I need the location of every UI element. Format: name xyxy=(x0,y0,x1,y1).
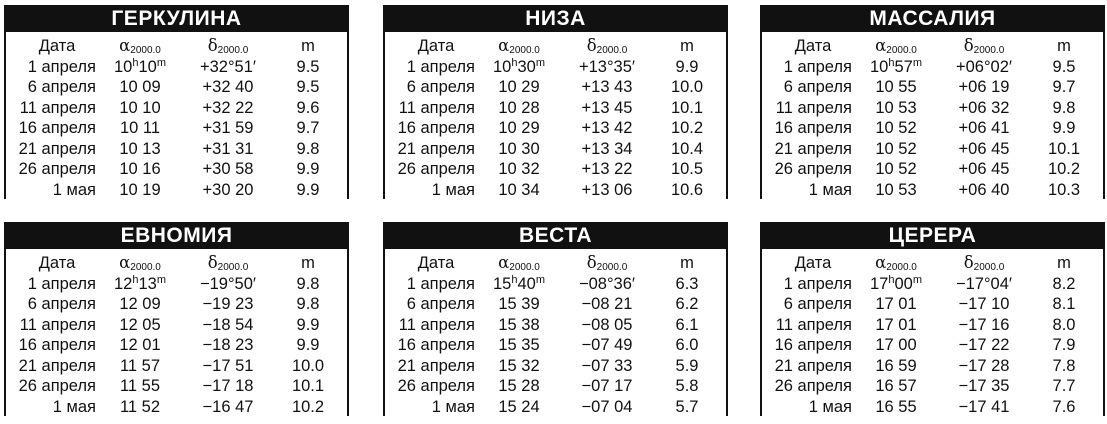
header-magnitude: m xyxy=(1057,37,1071,55)
table-row xyxy=(6,294,347,315)
header-date: Дата xyxy=(794,254,832,272)
declination-cell: −17 35 xyxy=(958,377,1010,395)
right-ascension-cell: 10 32 xyxy=(498,160,540,178)
date-cell: 11 апреля xyxy=(398,315,475,334)
date-cell: 26 апреля xyxy=(774,377,852,395)
date-cell: 1 мая xyxy=(808,397,852,416)
epoch-label: 2000.0 xyxy=(973,262,1005,273)
date-cell: 1 апреля xyxy=(406,57,475,76)
right-ascension-cell: 10 13 xyxy=(119,139,161,158)
epoch-label: 2000.0 xyxy=(509,262,540,273)
delta-symbol: δ xyxy=(963,36,974,55)
epoch-label: 2000.0 xyxy=(886,45,917,56)
declination-cell: −19 23 xyxy=(202,295,254,313)
header-declination xyxy=(557,253,657,273)
declination-cell: +13 22 xyxy=(581,160,633,178)
header-date: Дата xyxy=(417,254,455,272)
date-cell: 11 апреля xyxy=(19,315,96,334)
magnitude-cell: 10.2 xyxy=(670,119,704,137)
ephemeris-table xyxy=(760,249,1105,416)
right-ascension-cell: 16 55 xyxy=(875,397,917,416)
right-ascension-cell: 15$^h$40$^m$ xyxy=(492,273,545,293)
magnitude-cell: 6.2 xyxy=(675,295,699,313)
declination-cell: +13 42 xyxy=(581,119,633,137)
magnitude-cell: 9.5 xyxy=(1052,57,1076,76)
date-cell: 1 мая xyxy=(431,397,475,416)
magnitude-cell: 10.0 xyxy=(291,356,325,375)
date-cell: 16 апреля xyxy=(18,119,96,137)
ephemeris-table xyxy=(383,249,728,416)
date-cell: 1 апреля xyxy=(27,274,96,293)
table-row xyxy=(6,273,347,294)
panel-title: ЕВНОМИЯ xyxy=(4,222,349,249)
header-declination xyxy=(934,36,1034,56)
declination-cell: +13°35′ xyxy=(578,57,636,76)
table-row xyxy=(6,396,347,417)
declination-cell: +30 20 xyxy=(202,180,254,199)
magnitude-cell: 5.9 xyxy=(675,356,699,375)
table-row xyxy=(385,376,726,397)
table-row xyxy=(762,335,1103,356)
declination-cell: +06 19 xyxy=(958,78,1010,96)
right-ascension-cell: 15 39 xyxy=(498,295,540,313)
magnitude-cell: 9.7 xyxy=(296,119,320,137)
magnitude-cell: 6.0 xyxy=(675,336,699,354)
table-row xyxy=(762,294,1103,315)
right-ascension-cell: 17$^h$00$^m$ xyxy=(869,273,922,293)
header-declination xyxy=(934,253,1034,273)
declination-cell: −08 05 xyxy=(581,315,633,334)
alpha-symbol: α xyxy=(119,253,131,272)
epoch-label: 2000.0 xyxy=(886,262,917,273)
asteroid-panel xyxy=(383,222,728,422)
date-cell: 26 апреля xyxy=(774,160,852,178)
right-ascension-cell: 10 34 xyxy=(498,180,540,199)
panel-title: МАССАЛИЯ xyxy=(760,5,1105,32)
right-ascension-cell: 10 10 xyxy=(119,98,161,117)
date-cell: 1 мая xyxy=(431,180,475,199)
date-cell: 11 апреля xyxy=(775,315,852,334)
date-cell: 6 апреля xyxy=(783,78,852,96)
magnitude-cell: 7.7 xyxy=(1052,377,1076,395)
right-ascension-cell: 12 09 xyxy=(119,295,161,313)
header-magnitude: m xyxy=(301,254,315,272)
date-cell: 16 апреля xyxy=(18,336,96,354)
header-date: Дата xyxy=(417,37,455,55)
table-row xyxy=(762,56,1103,77)
asteroid-panel xyxy=(760,5,1105,205)
right-ascension-cell: 11 57 xyxy=(119,356,161,375)
table-header-row xyxy=(762,250,1103,273)
date-cell: 16 апреля xyxy=(774,119,852,137)
ephemeris-table xyxy=(4,249,349,416)
declination-cell: −07 04 xyxy=(581,397,633,416)
header-right-ascension xyxy=(858,253,934,273)
panel-title: НИЗА xyxy=(383,5,728,32)
ephemeris-table xyxy=(760,32,1105,199)
table-row xyxy=(385,159,726,180)
table-row xyxy=(385,138,726,159)
magnitude-cell: 9.9 xyxy=(296,160,320,178)
table-row xyxy=(762,355,1103,376)
delta-symbol: δ xyxy=(963,253,974,272)
table-row xyxy=(762,179,1103,200)
date-cell: 26 апреля xyxy=(18,377,96,395)
alpha-symbol: α xyxy=(875,36,887,55)
magnitude-cell: 6.1 xyxy=(675,315,699,334)
alpha-symbol: α xyxy=(498,36,510,55)
asteroid-panel xyxy=(760,222,1105,422)
date-cell: 1 апреля xyxy=(783,57,852,76)
date-cell: 1 апреля xyxy=(27,57,96,76)
declination-cell: −07 49 xyxy=(581,336,633,354)
magnitude-cell: 9.7 xyxy=(1052,78,1076,96)
epoch-label: 2000.0 xyxy=(130,262,161,273)
right-ascension-cell: 15 32 xyxy=(498,356,540,375)
epoch-label: 2000.0 xyxy=(130,45,161,56)
table-row xyxy=(385,294,726,315)
table-row xyxy=(6,56,347,77)
panel-title: ВЕСТА xyxy=(383,222,728,249)
date-cell: 6 апреля xyxy=(27,295,96,313)
table-header-row xyxy=(385,250,726,273)
declination-cell: −17 18 xyxy=(202,377,254,395)
asteroid-panel xyxy=(4,222,349,422)
magnitude-cell: 7.6 xyxy=(1052,397,1076,416)
declination-cell: +13 43 xyxy=(581,78,633,96)
table-row xyxy=(385,355,726,376)
table-header-row xyxy=(6,250,347,273)
magnitude-cell: 10.4 xyxy=(670,139,704,158)
magnitude-cell: 9.9 xyxy=(675,57,699,76)
date-cell: 1 апреля xyxy=(783,274,852,293)
right-ascension-cell: 16 59 xyxy=(875,356,917,375)
right-ascension-cell: 10 52 xyxy=(875,160,917,178)
declination-cell: +32 40 xyxy=(202,78,254,96)
table-row xyxy=(385,118,726,139)
magnitude-cell: 9.8 xyxy=(1052,98,1076,117)
declination-cell: −08 21 xyxy=(581,295,633,313)
right-ascension-cell: 10$^h$57$^m$ xyxy=(869,56,922,76)
table-header-row xyxy=(385,33,726,56)
right-ascension-cell: 10$^h$30$^m$ xyxy=(492,56,545,76)
magnitude-cell: 10.0 xyxy=(670,78,704,96)
table-row xyxy=(6,179,347,200)
header-right-ascension xyxy=(102,253,178,273)
table-header-row xyxy=(6,33,347,56)
magnitude-cell: 9.5 xyxy=(296,78,320,96)
date-cell: 11 апреля xyxy=(19,98,96,117)
table-row xyxy=(385,97,726,118)
header-magnitude: m xyxy=(680,37,694,55)
ephemeris-table xyxy=(383,32,728,199)
table-row xyxy=(762,273,1103,294)
right-ascension-cell: 10 53 xyxy=(875,180,917,199)
right-ascension-cell: 10 09 xyxy=(119,78,161,96)
date-cell: 21 апреля xyxy=(774,139,852,158)
date-cell: 16 апреля xyxy=(774,336,852,354)
declination-cell: −17 22 xyxy=(958,336,1010,354)
date-cell: 26 апреля xyxy=(18,160,96,178)
declination-cell: +06 40 xyxy=(958,180,1010,199)
declination-cell: −08°36′ xyxy=(578,274,636,293)
right-ascension-cell: 10$^h$10$^m$ xyxy=(113,56,166,76)
delta-symbol: δ xyxy=(207,253,218,272)
right-ascension-cell: 15 38 xyxy=(498,315,540,334)
table-row xyxy=(385,77,726,98)
declination-cell: +30 58 xyxy=(202,160,254,178)
date-cell: 21 апреля xyxy=(18,356,96,375)
declination-cell: −18 54 xyxy=(202,315,254,334)
magnitude-cell: 9.6 xyxy=(296,98,320,117)
right-ascension-cell: 15 24 xyxy=(498,397,540,416)
right-ascension-cell: 17 01 xyxy=(875,315,917,334)
header-right-ascension xyxy=(102,36,178,56)
table-row xyxy=(385,396,726,417)
magnitude-cell: 10.5 xyxy=(670,160,704,178)
table-row xyxy=(6,138,347,159)
declination-cell: +06 45 xyxy=(958,160,1010,178)
declination-cell: −07 33 xyxy=(581,356,633,375)
date-cell: 26 апреля xyxy=(397,377,475,395)
declination-cell: +06°02′ xyxy=(955,57,1013,76)
date-cell: 21 апреля xyxy=(774,356,852,375)
magnitude-cell: 5.7 xyxy=(675,397,699,416)
declination-cell: −17°04′ xyxy=(955,274,1013,293)
table-row xyxy=(6,97,347,118)
header-declination xyxy=(178,253,278,273)
table-row xyxy=(6,159,347,180)
epoch-label: 2000.0 xyxy=(217,262,249,273)
date-cell: 1 апреля xyxy=(406,274,475,293)
date-cell: 21 апреля xyxy=(397,356,475,375)
epoch-label: 2000.0 xyxy=(217,45,249,56)
ephemeris-table xyxy=(4,32,349,199)
magnitude-cell: 8.1 xyxy=(1052,295,1076,313)
right-ascension-cell: 12 05 xyxy=(119,315,161,334)
right-ascension-cell: 10 52 xyxy=(875,119,917,137)
right-ascension-cell: 16 57 xyxy=(875,377,917,395)
epoch-label: 2000.0 xyxy=(596,262,628,273)
declination-cell: +32 22 xyxy=(202,98,254,117)
table-row xyxy=(762,314,1103,335)
header-right-ascension xyxy=(481,36,557,56)
magnitude-cell: 10.1 xyxy=(670,98,704,117)
table-row xyxy=(6,335,347,356)
declination-cell: −17 41 xyxy=(958,397,1010,416)
magnitude-cell: 7.9 xyxy=(1052,336,1076,354)
magnitude-cell: 10.2 xyxy=(1047,160,1081,178)
panel-title: ЦЕРЕРА xyxy=(760,222,1105,249)
right-ascension-cell: 10 53 xyxy=(875,98,917,117)
table-row xyxy=(385,335,726,356)
declination-cell: −18 23 xyxy=(202,336,254,354)
date-cell: 21 апреля xyxy=(397,139,475,158)
table-row xyxy=(6,77,347,98)
right-ascension-cell: 10 11 xyxy=(119,119,161,137)
magnitude-cell: 9.8 xyxy=(296,295,320,313)
date-cell: 21 апреля xyxy=(18,139,96,158)
date-cell: 16 апреля xyxy=(397,336,475,354)
magnitude-cell: 8.0 xyxy=(1052,315,1076,334)
magnitude-cell: 10.1 xyxy=(1047,139,1081,158)
table-row xyxy=(762,97,1103,118)
right-ascension-cell: 12$^h$13$^m$ xyxy=(113,273,166,293)
right-ascension-cell: 10 16 xyxy=(119,160,161,178)
table-row xyxy=(762,159,1103,180)
alpha-symbol: α xyxy=(498,253,510,272)
right-ascension-cell: 11 52 xyxy=(119,397,161,416)
declination-cell: −19°50′ xyxy=(199,274,257,293)
table-row xyxy=(385,314,726,335)
right-ascension-cell: 17 01 xyxy=(875,295,917,313)
asteroid-panel xyxy=(4,5,349,205)
table-row xyxy=(762,77,1103,98)
magnitude-cell: 10.2 xyxy=(291,397,325,416)
right-ascension-cell: 10 28 xyxy=(498,98,540,117)
header-magnitude: m xyxy=(1057,254,1071,272)
magnitude-cell: 9.9 xyxy=(1052,119,1076,137)
date-cell: 6 апреля xyxy=(27,78,96,96)
epoch-label: 2000.0 xyxy=(509,45,540,56)
table-header-row xyxy=(762,33,1103,56)
delta-symbol: δ xyxy=(586,253,597,272)
alpha-symbol: α xyxy=(119,36,131,55)
right-ascension-cell: 15 35 xyxy=(498,336,540,354)
date-cell: 11 апреля xyxy=(398,98,475,117)
delta-symbol: δ xyxy=(207,36,218,55)
declination-cell: −17 51 xyxy=(202,356,254,375)
table-row xyxy=(6,355,347,376)
header-date: Дата xyxy=(794,37,832,55)
date-cell: 1 мая xyxy=(52,180,96,199)
declination-cell: −17 10 xyxy=(958,295,1010,313)
table-row xyxy=(385,56,726,77)
magnitude-cell: 9.5 xyxy=(296,57,320,76)
date-cell: 1 мая xyxy=(808,180,852,199)
table-row xyxy=(385,273,726,294)
table-row xyxy=(762,138,1103,159)
right-ascension-cell: 10 29 xyxy=(498,119,540,137)
table-row xyxy=(6,376,347,397)
declination-cell: +13 34 xyxy=(581,139,633,158)
declination-cell: +06 32 xyxy=(958,98,1010,117)
declination-cell: −17 28 xyxy=(958,356,1010,375)
header-right-ascension xyxy=(858,36,934,56)
declination-cell: +32°51′ xyxy=(199,57,257,76)
asteroid-panel xyxy=(383,5,728,205)
declination-cell: +06 41 xyxy=(958,119,1010,137)
declination-cell: +13 45 xyxy=(581,98,633,117)
date-cell: 26 апреля xyxy=(397,160,475,178)
epoch-label: 2000.0 xyxy=(596,45,628,56)
right-ascension-cell: 12 01 xyxy=(119,336,161,354)
declination-cell: +31 59 xyxy=(202,119,254,137)
right-ascension-cell: 15 28 xyxy=(498,377,540,395)
date-cell: 6 апреля xyxy=(783,295,852,313)
magnitude-cell: 9.9 xyxy=(296,180,320,199)
table-row xyxy=(762,396,1103,417)
right-ascension-cell: 10 19 xyxy=(119,180,161,199)
magnitude-cell: 9.9 xyxy=(296,315,320,334)
header-date: Дата xyxy=(38,37,76,55)
date-cell: 16 апреля xyxy=(397,119,475,137)
table-row xyxy=(762,376,1103,397)
declination-cell: −16 47 xyxy=(202,397,254,416)
magnitude-cell: 5.8 xyxy=(675,377,699,395)
magnitude-cell: 10.6 xyxy=(670,180,704,199)
panel-title: ГЕРКУЛИНА xyxy=(4,5,349,32)
declination-cell: +13 06 xyxy=(581,180,633,199)
header-declination xyxy=(557,36,657,56)
declination-cell: +06 45 xyxy=(958,139,1010,158)
right-ascension-cell: 17 00 xyxy=(875,336,917,354)
header-declination xyxy=(178,36,278,56)
date-cell: 11 апреля xyxy=(775,98,852,117)
header-magnitude: m xyxy=(680,254,694,272)
table-row xyxy=(6,118,347,139)
declination-cell: −17 16 xyxy=(958,315,1010,334)
magnitude-cell: 10.3 xyxy=(1047,180,1081,199)
delta-symbol: δ xyxy=(586,36,597,55)
alpha-symbol: α xyxy=(875,253,887,272)
magnitude-cell: 7.8 xyxy=(1052,356,1076,375)
header-magnitude: m xyxy=(301,37,315,55)
magnitude-cell: 9.9 xyxy=(296,336,320,354)
magnitude-cell: 9.8 xyxy=(296,139,320,158)
table-row xyxy=(762,118,1103,139)
magnitude-cell: 8.2 xyxy=(1052,274,1076,293)
right-ascension-cell: 10 52 xyxy=(875,139,917,158)
right-ascension-cell: 10 30 xyxy=(498,139,540,158)
magnitude-cell: 10.1 xyxy=(291,377,325,395)
date-cell: 6 апреля xyxy=(406,295,475,313)
declination-cell: −07 17 xyxy=(581,377,633,395)
right-ascension-cell: 10 55 xyxy=(875,78,917,96)
header-right-ascension xyxy=(481,253,557,273)
date-cell: 6 апреля xyxy=(406,78,475,96)
declination-cell: +31 31 xyxy=(202,139,254,158)
table-row xyxy=(385,179,726,200)
magnitude-cell: 6.3 xyxy=(675,274,699,293)
header-date: Дата xyxy=(38,254,76,272)
date-cell: 1 мая xyxy=(52,397,96,416)
table-row xyxy=(6,314,347,335)
magnitude-cell: 9.8 xyxy=(296,274,320,293)
epoch-label: 2000.0 xyxy=(973,45,1005,56)
right-ascension-cell: 11 55 xyxy=(119,377,161,395)
right-ascension-cell: 10 29 xyxy=(498,78,540,96)
